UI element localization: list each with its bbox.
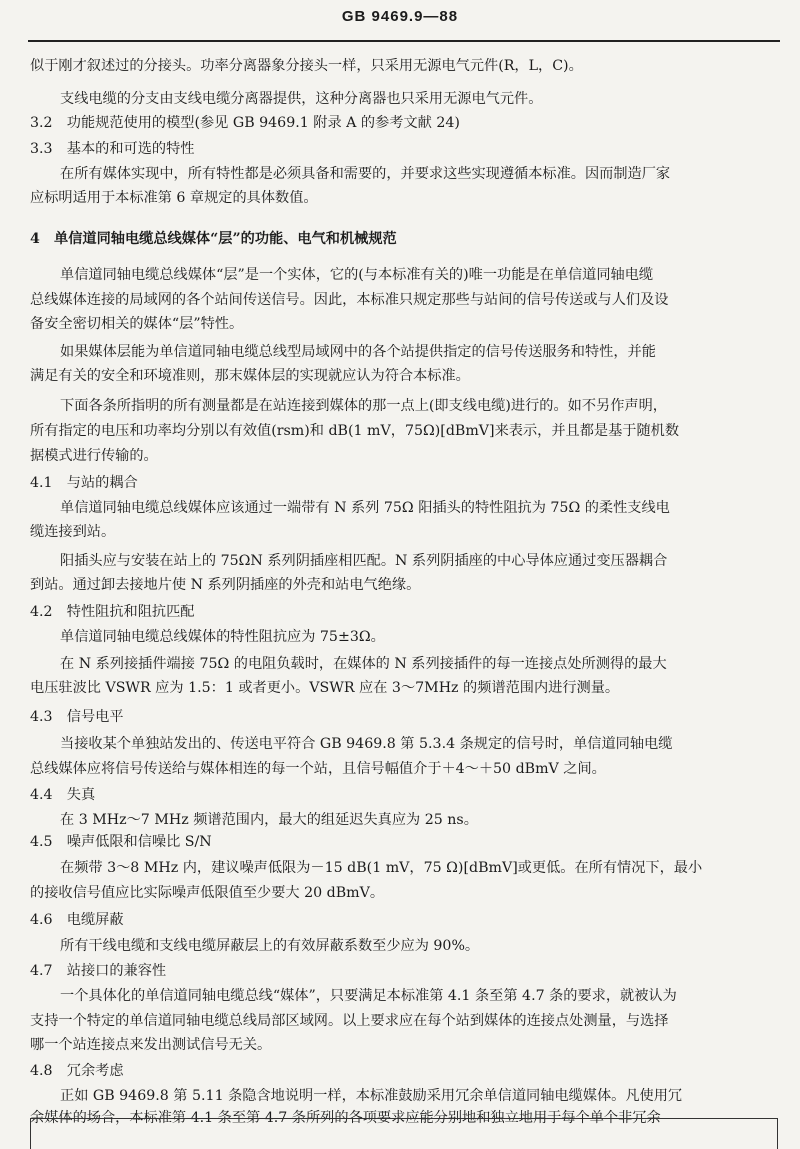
- header-rule: [28, 40, 780, 42]
- text-line: 阳插头应与安装在站上的 75ΩN 系列阴插座相匹配。N 系列阴插座的中心导体应通过变压器耦合: [60, 553, 668, 569]
- text-line: 支持一个特定的单信道同轴电缆总线局部区域网。以上要求应在每个站到媒体的连接点处测量，与选择: [30, 1013, 669, 1029]
- text-line: 所有指定的电压和功率均分别以有效值(rsm)和 dB(1 mV，75Ω)[dBmV]来表示，并且都是基于随机数: [30, 423, 680, 439]
- text-line: 当接收某个单独站发出的、传送电平符合 GB 9469.8 第 5.3.4 条规定的信号时，单信道同轴电缆: [60, 736, 673, 752]
- section-heading: 3.3 基本的和可选的特性: [30, 141, 195, 157]
- section-heading: 4.5 噪声低限和信噪比 S/N: [30, 834, 212, 850]
- page-header: GB 9469.9—88: [341, 8, 459, 25]
- chapter-heading: 4 单信道同轴电缆总线媒体“层”的功能、电气和机械规范: [30, 231, 397, 247]
- text-line: 单信道同轴电缆总线媒体的特性阻抗应为 75±3Ω。: [60, 629, 385, 645]
- section-heading: 4.6 电缆屏蔽: [30, 912, 124, 928]
- text-line: 支线电缆的分支由支线电缆分离器提供，这种分离器也只采用无源电气元件。: [60, 91, 543, 107]
- text-line: 单信道同轴电缆总线媒体“层”是一个实体，它的(与本标准有关的)唯一功能是在单信道同轴电缆: [60, 267, 654, 283]
- text-line: 单信道同轴电缆总线媒体应该通过一端带有 N 系列 75Ω 阳插头的特性阻抗为 75Ω 的柔性支线电: [60, 500, 670, 516]
- text-line: 总线媒体应将信号传送给与媒体相连的每一个站，且信号幅值介于＋4～＋50 dBmV 之间。: [30, 761, 606, 777]
- text-line: 在所有媒体实现中，所有特性都是必须具备和需要的，并要求这些实现遵循本标准。因而制造厂家: [60, 166, 671, 182]
- text-line: 如果媒体层能为单信道同轴电缆总线型局域网中的各个站提供指定的信号传送服务和特性，并能: [60, 344, 656, 360]
- text-line: 到站。通过卸去接地片使 N 系列阴插座的外壳和站电气绝缘。: [30, 577, 421, 593]
- text-line: 缆连接到站。: [30, 524, 116, 540]
- text-line: 总线媒体连接的局域网的各个站间传送信号。因此，本标准只规定那些与站间的信号传送或与人们及设: [30, 292, 669, 308]
- text-line: 似于刚才叙述过的分接头。功率分离器象分接头一样，只采用无源电气元件(R，L，C)。: [30, 58, 583, 74]
- text-line: 应标明适用于本标准第 6 章规定的具体数值。: [30, 190, 318, 206]
- text-line: 下面各条所指明的所有测量都是在站连接到媒体的那一点上(即支线电缆)进行的。如不另作声明，: [60, 398, 667, 414]
- text-line: 余媒体的场合，本标准第 4.1 条至第 4.7 条所列的各项要求应能分别地和独立地用于每个单个非冗余: [30, 1110, 661, 1126]
- section-heading: 3.2 功能规范使用的模型(参见 GB 9469.1 附录 A 的参考文献 24): [30, 115, 460, 131]
- section-heading: 4.1 与站的耦合: [30, 475, 138, 491]
- text-line: 在 3 MHz～7 MHz 频谱范围内，最大的组延迟失真应为 25 ns。: [60, 812, 478, 828]
- text-line: 所有干线电缆和支线电缆屏蔽层上的有效屏蔽系数至少应为 90%。: [60, 938, 480, 954]
- footer-frame: [30, 1118, 778, 1149]
- section-heading: 4.4 失真: [30, 787, 96, 803]
- text-line: 一个具体化的单信道同轴电缆总线“媒体”，只要满足本标准第 4.1 条至第 4.7 条的要求，就被认为: [60, 988, 677, 1004]
- section-heading: 4.3 信号电平: [30, 709, 124, 725]
- text-line: 电压驻波比 VSWR 应为 1.5：1 或者更小。VSWR 应在 3～7MHz 的频谱范围内进行测量。: [30, 680, 620, 696]
- section-heading: 4.2 特性阻抗和阻抗匹配: [30, 604, 195, 620]
- text-line: 在 N 系列接插件端接 75Ω 的电阻负载时，在媒体的 N 系列接插件的每一连接点处所测得的最大: [60, 656, 667, 672]
- text-line: 备安全密切相关的媒体“层”特性。: [30, 316, 244, 332]
- text-line: 据模式进行传输的。: [30, 448, 158, 464]
- text-line: 哪一个站连接点来发出测试信号无关。: [30, 1037, 272, 1053]
- text-line: 正如 GB 9469.8 第 5.11 条隐含地说明一样，本标准鼓励采用冗余单信道同轴电缆媒体。凡使用冗: [60, 1088, 683, 1104]
- text-line: 的接收信号值应比实际噪声低限值至少要大 20 dBmV。: [30, 885, 385, 901]
- section-heading: 4.7 站接口的兼容性: [30, 963, 167, 979]
- section-heading: 4.8 冗余考虑: [30, 1063, 124, 1079]
- text-line: 满足有关的安全和环境准则，那末媒体层的实现就应认为符合本标准。: [30, 368, 470, 384]
- text-line: 在频带 3～8 MHz 内，建议噪声低限为－15 dB(1 mV，75 Ω)[dBmV]或更低。在所有情况下，最小: [60, 860, 703, 876]
